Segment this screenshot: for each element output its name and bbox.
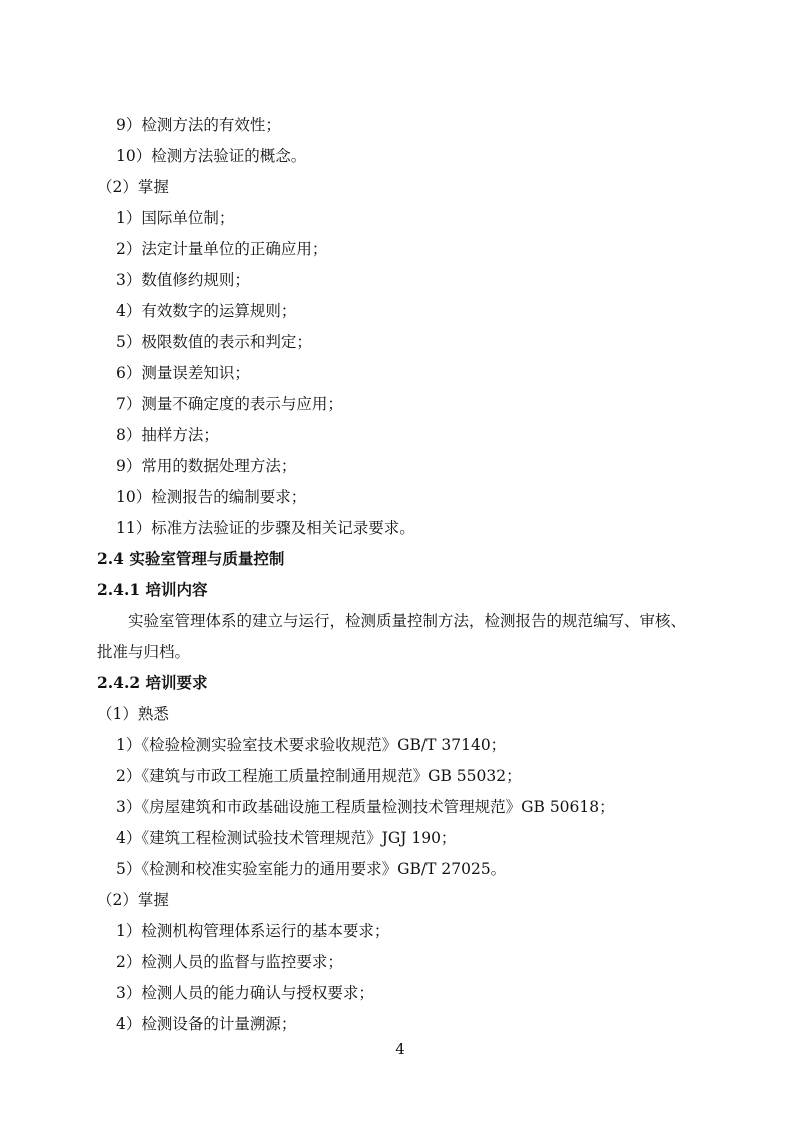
- section-label: （1）熟悉: [97, 705, 169, 723]
- list-item: 1）国际单位制；: [116, 209, 235, 227]
- list-item: 8）抽样方法；: [116, 426, 219, 444]
- section-label: （2）掌握: [97, 891, 169, 909]
- subsection-heading: 2.4.2 培训要求: [97, 673, 208, 692]
- list-item: 9）检测方法的有效性；: [116, 116, 281, 134]
- list-item: 10）检测报告的编制要求；: [116, 488, 307, 506]
- list-item: 2）检测人员的监督与监控要求；: [116, 953, 343, 971]
- list-item: 9）常用的数据处理方法；: [116, 457, 297, 475]
- section-label: （2）掌握: [97, 178, 169, 196]
- list-item: 11）标准方法验证的步骤及相关记录要求。: [116, 519, 415, 537]
- list-item: 5）极限数值的表示和判定；: [116, 333, 312, 351]
- list-item: 5）《检测和校准实验室能力的通用要求》GB/T 27025。: [116, 860, 507, 878]
- paragraph-line: 实验室管理体系的建立与运行，检测质量控制方法，检测报告的规范编写、审核、: [128, 612, 687, 630]
- section-heading: 2.4 实验室管理与质量控制: [97, 549, 285, 568]
- list-item: 10）检测方法验证的概念。: [116, 147, 307, 165]
- list-item: 6）测量误差知识；: [116, 364, 250, 382]
- list-item: 3）数值修约规则；: [116, 271, 250, 289]
- list-item: 7）测量不确定度的表示与应用；: [116, 395, 343, 413]
- list-item: 1）检测机构管理体系运行的基本要求；: [116, 922, 390, 940]
- list-item: 3）检测人员的能力确认与授权要求；: [116, 984, 374, 1002]
- list-item: 2）法定计量单位的正确应用；: [116, 240, 328, 258]
- list-item: 3）《房屋建筑和市政基础设施工程质量检测技术管理规范》GB 50618；: [116, 798, 615, 816]
- subsection-heading: 2.4.1 培训内容: [97, 580, 208, 599]
- list-item: 4）《建筑工程检测试验技术管理规范》JGJ 190；: [116, 829, 457, 847]
- paragraph-line: 批准与归档。: [97, 643, 191, 661]
- list-item: 1）《检验检测实验室技术要求验收规范》GB/T 37140；: [116, 736, 507, 754]
- list-item: 2）《建筑与市政工程施工质量控制通用规范》GB 55032；: [116, 767, 522, 785]
- page-number: 4: [395, 1040, 405, 1058]
- list-item: 4）有效数字的运算规则；: [116, 302, 297, 320]
- list-item: 4）检测设备的计量溯源；: [116, 1015, 297, 1033]
